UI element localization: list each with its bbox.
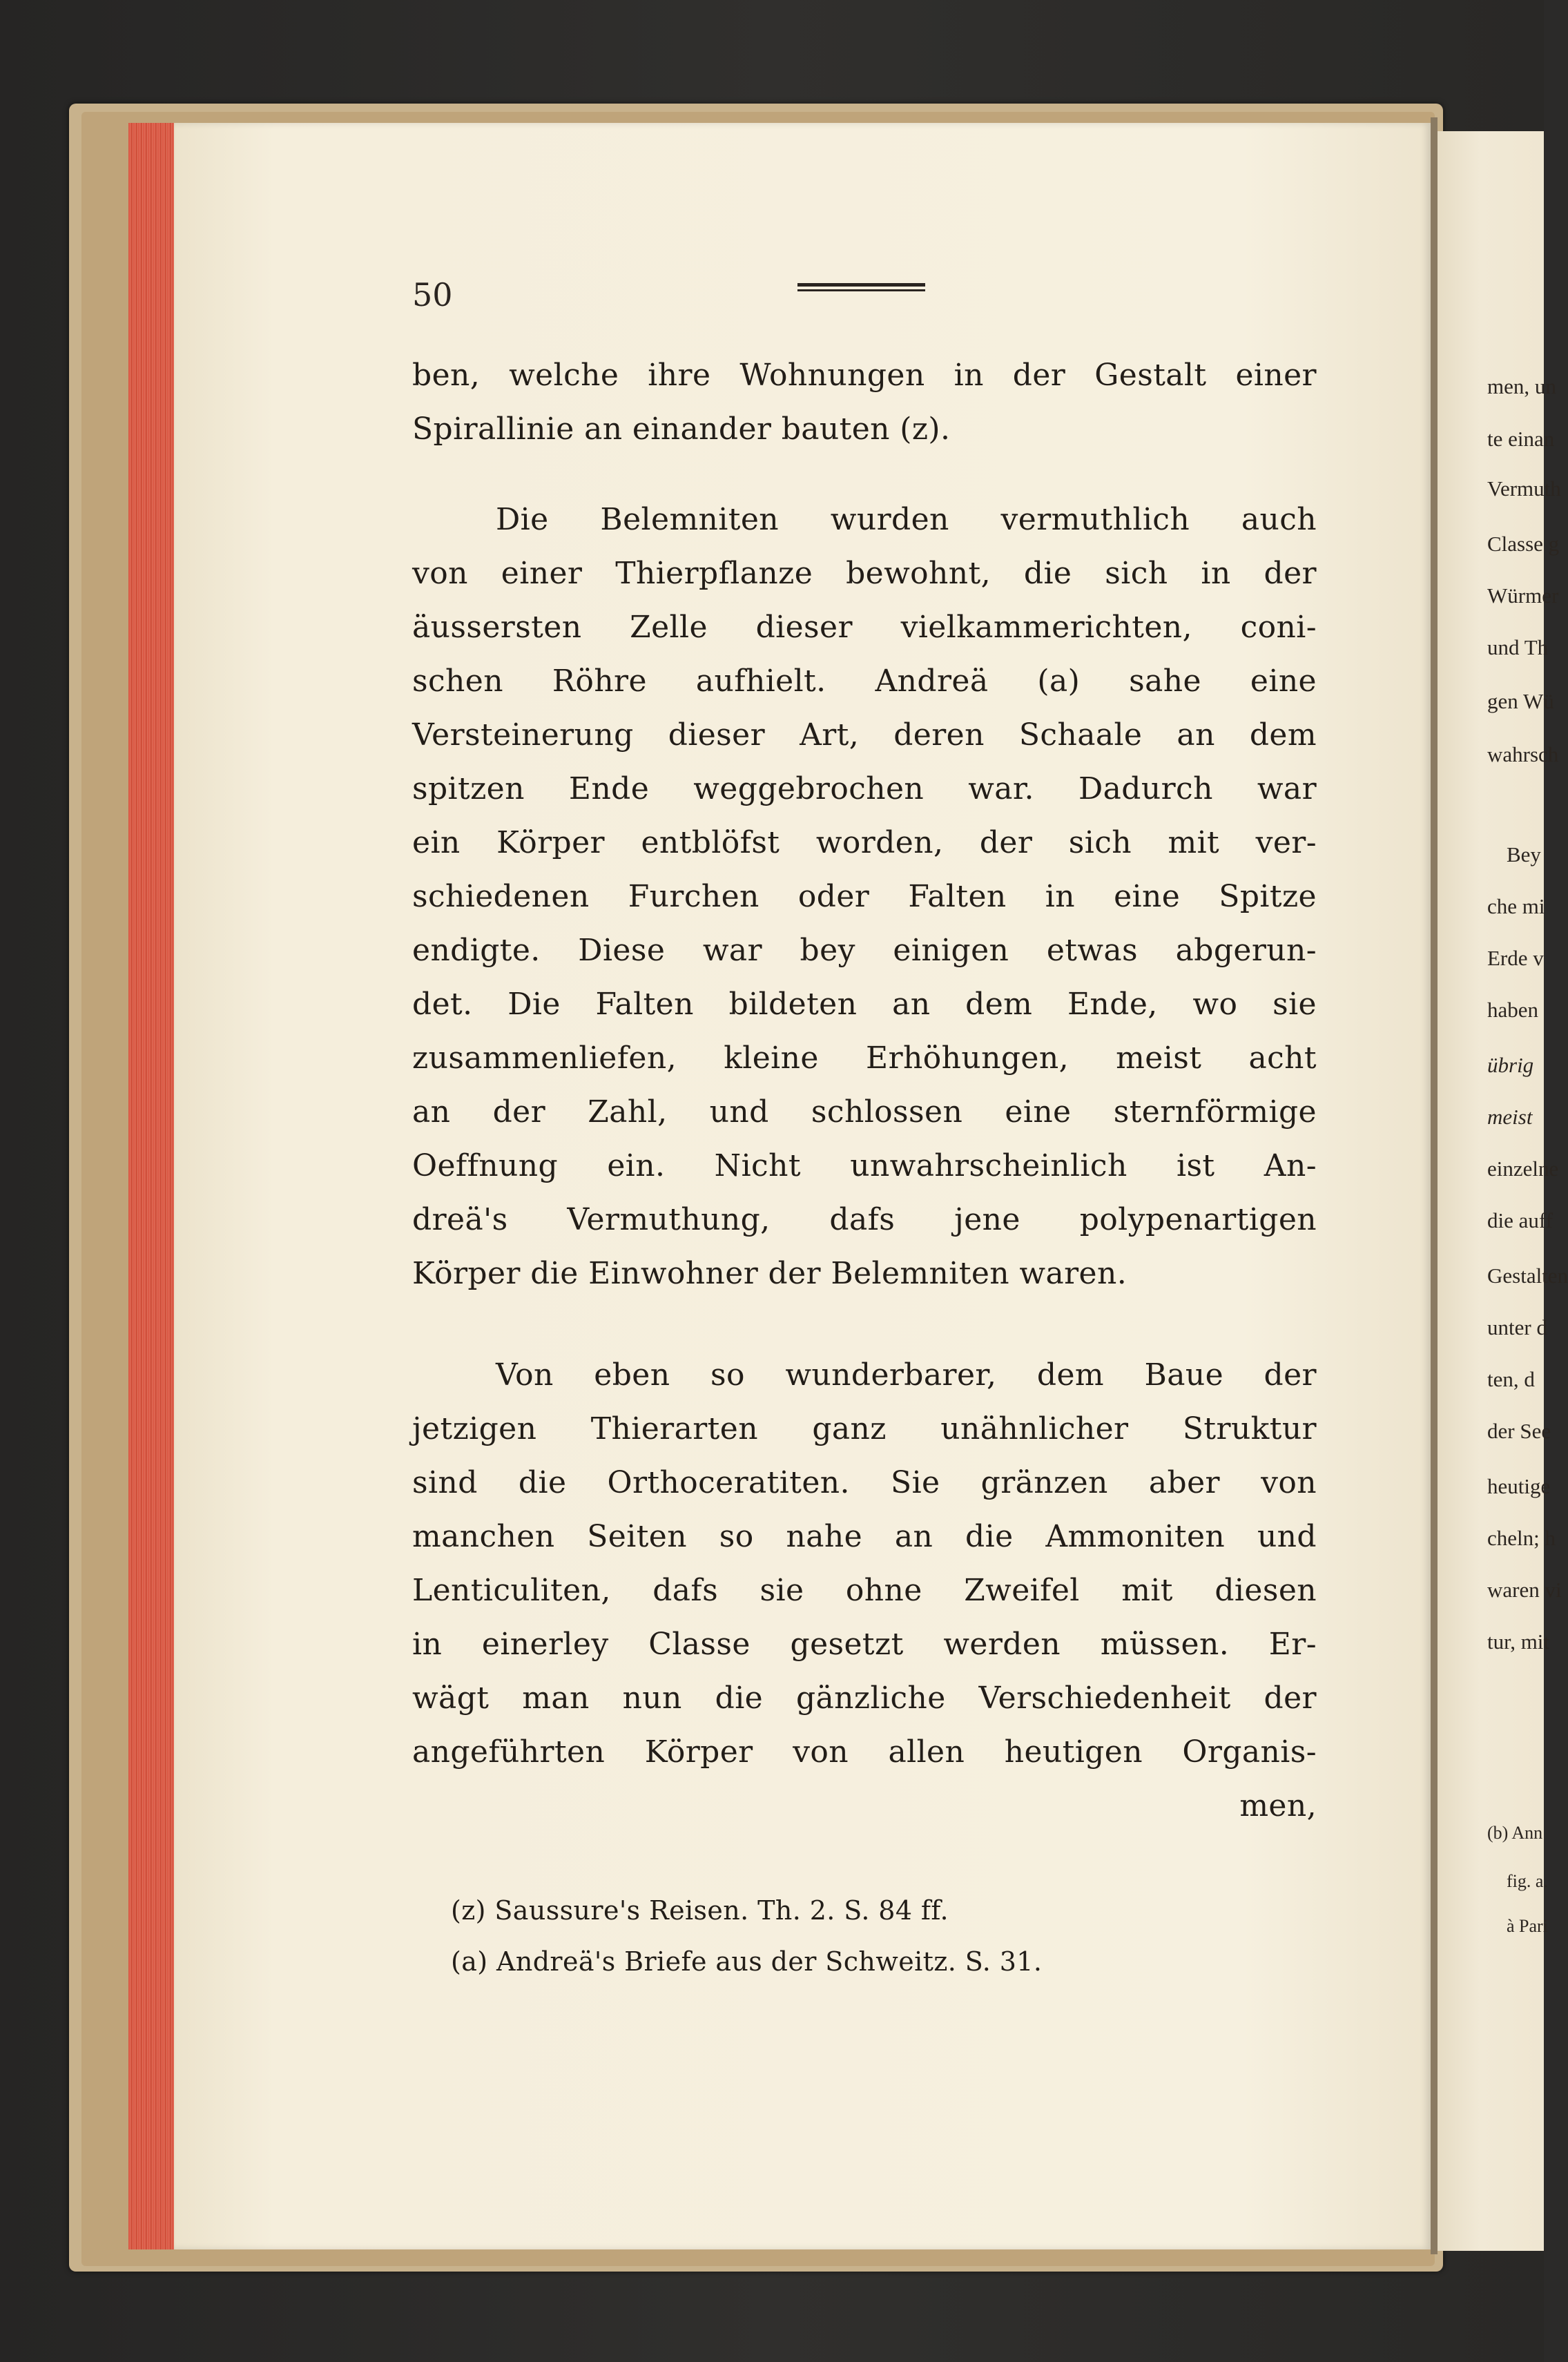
text-line: Die Belemniten wurden vermuthlich auch <box>496 502 1317 537</box>
facing-fragment: waren vi <box>1487 1578 1562 1602</box>
facing-page <box>1438 131 1568 2251</box>
text-line: Versteinerung dieser Art, deren Schaale an dem <box>412 717 1317 753</box>
facing-fragment: Vermuth <box>1487 476 1561 501</box>
text-line: Körper die Einwohner der Belemniten waren. <box>412 1256 1127 1291</box>
facing-fragment: Bey <box>1507 842 1541 867</box>
text-line: det. Die Falten bildeten an dem Ende, wo sie <box>412 987 1317 1022</box>
book-gutter <box>1431 117 1438 2254</box>
text-line: sind die Orthoceratiten. Sie gränzen aber von <box>412 1465 1317 1500</box>
facing-fragment: Gestalten <box>1487 1264 1568 1288</box>
text-line: angeführten Körper von allen heutigen Organis- <box>412 1734 1317 1770</box>
text-line: spitzen Ende weggebrochen war. Dadurch war <box>412 771 1317 806</box>
facing-fragment: che mi <box>1487 894 1545 918</box>
text-line: dreä's Vermuthung, dafs jene polypenartigen <box>412 1202 1317 1237</box>
facing-fragment: à Pari <box>1507 1916 1548 1936</box>
facing-fragment: te einan <box>1487 427 1555 451</box>
facing-fragment: der See <box>1487 1419 1551 1443</box>
facing-fragment: ten, d <box>1487 1367 1535 1391</box>
facing-fragment: Classe g <box>1487 532 1560 556</box>
facing-fragment: wahrsch <box>1487 742 1559 766</box>
facing-fragment: unter d <box>1487 1315 1547 1339</box>
facing-fragment: Erde v <box>1487 946 1544 970</box>
facing-fragment: einzelne <box>1487 1156 1559 1181</box>
footnote-z: (z) Saussure's Reisen. Th. 2. S. 84 ff. <box>451 1895 949 1926</box>
text-line: an der Zahl, und schlossen eine sternförmige <box>412 1094 1317 1130</box>
header-ornament-rule <box>797 283 925 293</box>
text-line: Von eben so wunderbarer, dem Baue der <box>496 1357 1317 1393</box>
text-line: von einer Thierpflanze bewohnt, die sich in der <box>412 556 1317 591</box>
text-line: manchen Seiten so nahe an die Ammoniten und <box>412 1519 1317 1554</box>
text-line: zusammenliefen, kleine Erhöhungen, meist acht <box>412 1040 1317 1076</box>
text-line: Oeffnung ein. Nicht unwahrscheinlich ist An- <box>412 1148 1317 1183</box>
text-line: ben, welche ihre Wohnungen in der Gestalt einer <box>412 358 1317 393</box>
text-line: jetzigen Thierarten ganz unähnlicher Struktur <box>412 1411 1317 1446</box>
facing-fragment: gen Wü <box>1487 689 1554 713</box>
facing-fragment: cheln; h <box>1487 1526 1556 1550</box>
facing-fragment: (b) Ann <box>1487 1823 1543 1843</box>
facing-fragment: und Th <box>1487 635 1549 659</box>
facing-fragment: men, un <box>1487 374 1556 398</box>
text-line: Lenticuliten, dafs sie ohne Zweifel mit diesen <box>412 1573 1317 1608</box>
facing-fragment: Würmer <box>1487 583 1559 608</box>
text-line: men, <box>1239 1788 1317 1823</box>
page-number: 50 <box>412 276 453 313</box>
text-line: schen Röhre aufhielt. Andreä (a) sahe eine <box>412 664 1317 699</box>
footnote-a: (a) Andreä's Briefe aus der Schweitz. S. 31. <box>451 1946 1043 1977</box>
facing-fragment: fig. a. <box>1507 1871 1548 1891</box>
text-line: schiedenen Furchen oder Falten in eine Spitze <box>412 879 1317 914</box>
facing-fragment: die auff <box>1487 1208 1553 1232</box>
facing-fragment: übrig <box>1487 1053 1534 1077</box>
text-line: wägt man nun die gänzliche Verschiedenheit der <box>412 1681 1317 1716</box>
text-line: Spirallinie an einander bauten (z). <box>412 412 951 447</box>
text-line: endigte. Diese war bey einigen etwas abgerun- <box>412 933 1317 968</box>
facing-fragment: tur, mit <box>1487 1629 1550 1654</box>
text-line: in einerley Classe gesetzt werden müssen. Er- <box>412 1627 1317 1662</box>
text-line: äussersten Zelle dieser vielkammerichten, coni- <box>412 610 1317 645</box>
facing-fragment: heutige <box>1487 1474 1551 1498</box>
red-page-edges <box>128 123 177 2249</box>
facing-fragment: haben <box>1487 998 1539 1022</box>
text-line: ein Körper entblöfst worden, der sich mit ver- <box>412 825 1317 860</box>
facing-fragment: meist <box>1487 1105 1533 1129</box>
